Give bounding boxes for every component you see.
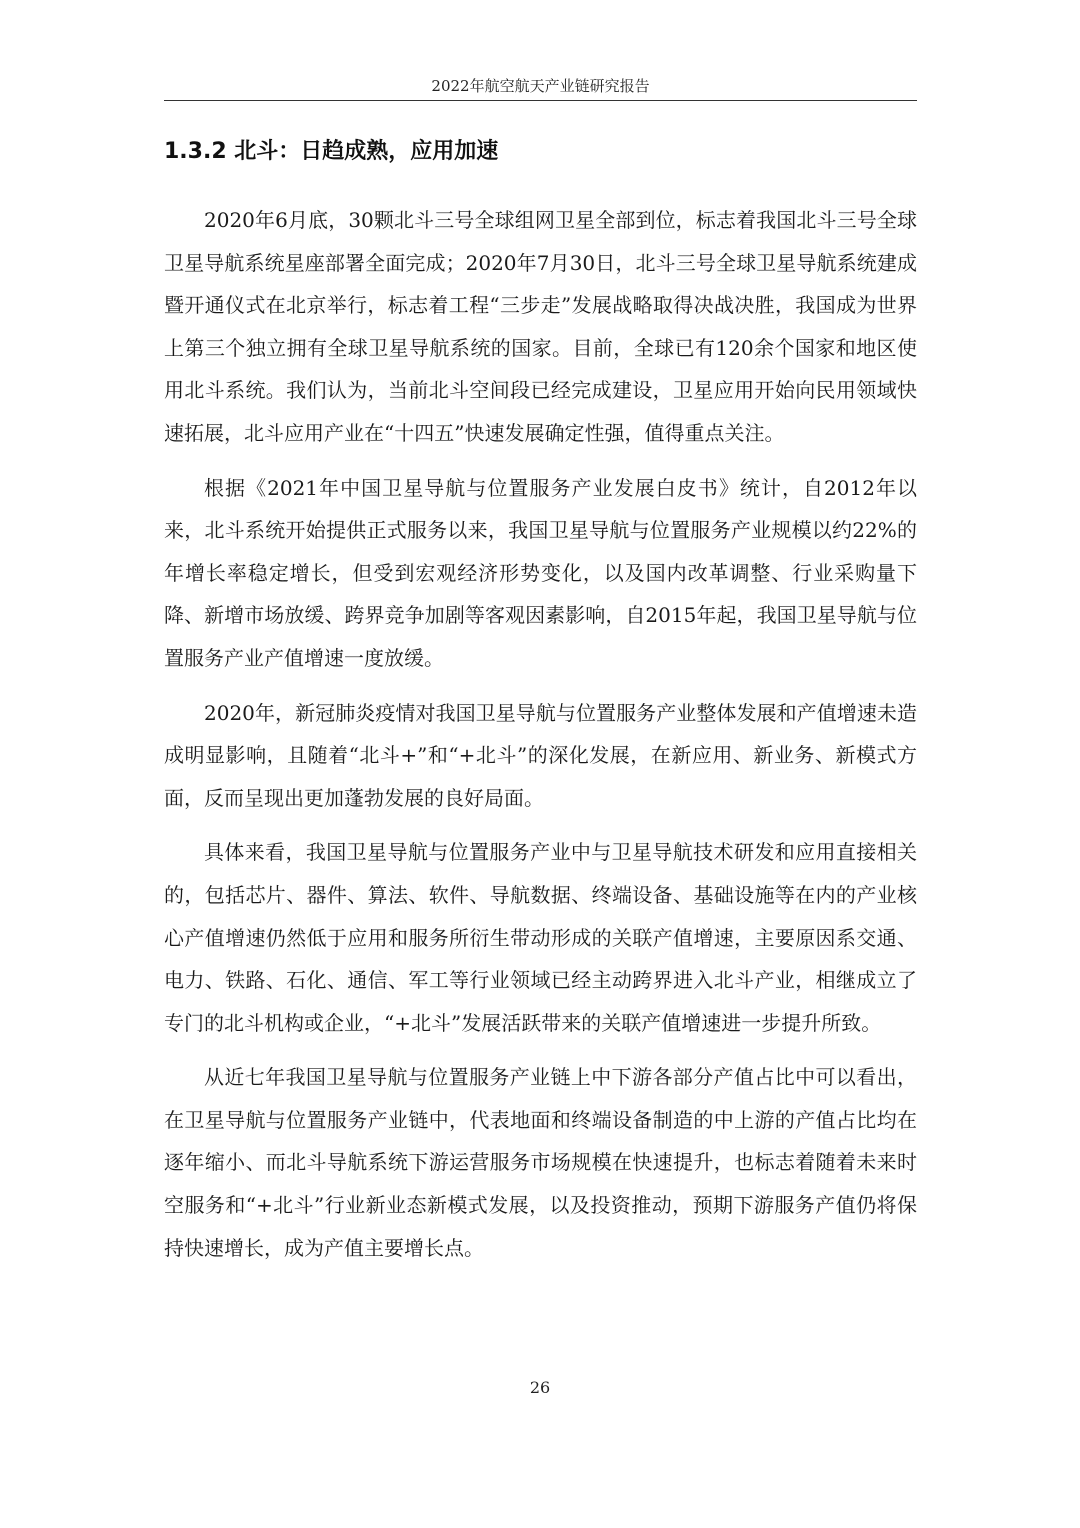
section-heading: 1.3.2 北斗：日趋成熟，应用加速 xyxy=(164,139,499,164)
body-text xyxy=(164,199,917,1281)
running-header: 2022年航空航天产业链研究报告 xyxy=(431,77,650,95)
paragraph: 2020年，新冠肺炎疫情对我国卫星导航与位置服务产业整体发展和产值增速未造成明显影响，且随着“北斗+”和“+北斗”的深化发展，在新应用、新业务、新模式方面，反而呈现出更加蓬勃发展的良好局面。 xyxy=(164,700,917,810)
paragraph: 根据《2021年中国卫星导航与位置服务产业发展白皮书》统计，自2012年以来，北斗系统开始提供正式服务以来，我国卫星导航与位置服务产业规模以约22%的年增长率稳定增长，但受到宏观经济形势变化，以及国内改革调整、行业采购量下降、新增市场放缓、跨界竞争加剧等客观因素影响，自2015年起，我国卫星导航与位置服务产业产值增速一度放缓。 xyxy=(164,475,917,670)
header-divider xyxy=(164,100,917,101)
paragraph: 2020年6月底，30颗北斗三号全球组网卫星全部到位，标志着我国北斗三号全球卫星导航系统星座部署全面完成；2020年7月30日，北斗三号全球卫星导航系统建成暨开通仪式在北京举行，标志着工程“三步走”发展战略取得决战决胜，我国成为世界上第三个独立拥有全球卫星导航系统的国家。目前，全球已有120余个国家和地区使用北斗系统。我们认为，当前北斗空间段已经完成建设，卫星应用开始向民用领域快速拓展，北斗应用产业在“十四五”快速发展确定性强，值得重点关注。 xyxy=(164,208,917,445)
page-number: 26 xyxy=(529,1378,551,1397)
paragraph: 从近七年我国卫星导航与位置服务产业链上中下游各部分产值占比中可以看出，在卫星导航与位置服务产业链中，代表地面和终端设备制造的中上游的产值占比均在逐年缩小、而北斗导航系统下游运营服务市场规模在快速提升，也标志着随着未来时空服务和“+北斗”行业新业态新模式发展，以及投资推动，预期下游服务产值仍将保持快速增长，成为产值主要增长点。 xyxy=(164,1065,917,1260)
paragraph: 具体来看，我国卫星导航与位置服务产业中与卫星导航技术研发和应用直接相关的，包括芯片、器件、算法、软件、导航数据、终端设备、基础设施等在内的产业核心产值增速仍然低于应用和服务所衍生带动形成的关联产值增速，主要原因系交通、电力、铁路、石化、通信、军工等行业领域已经主动跨界进入北斗产业，相继成立了专门的北斗机构或企业，“+北斗”发展活跃带来的关联产值增速进一步提升所致。 xyxy=(164,840,917,1035)
